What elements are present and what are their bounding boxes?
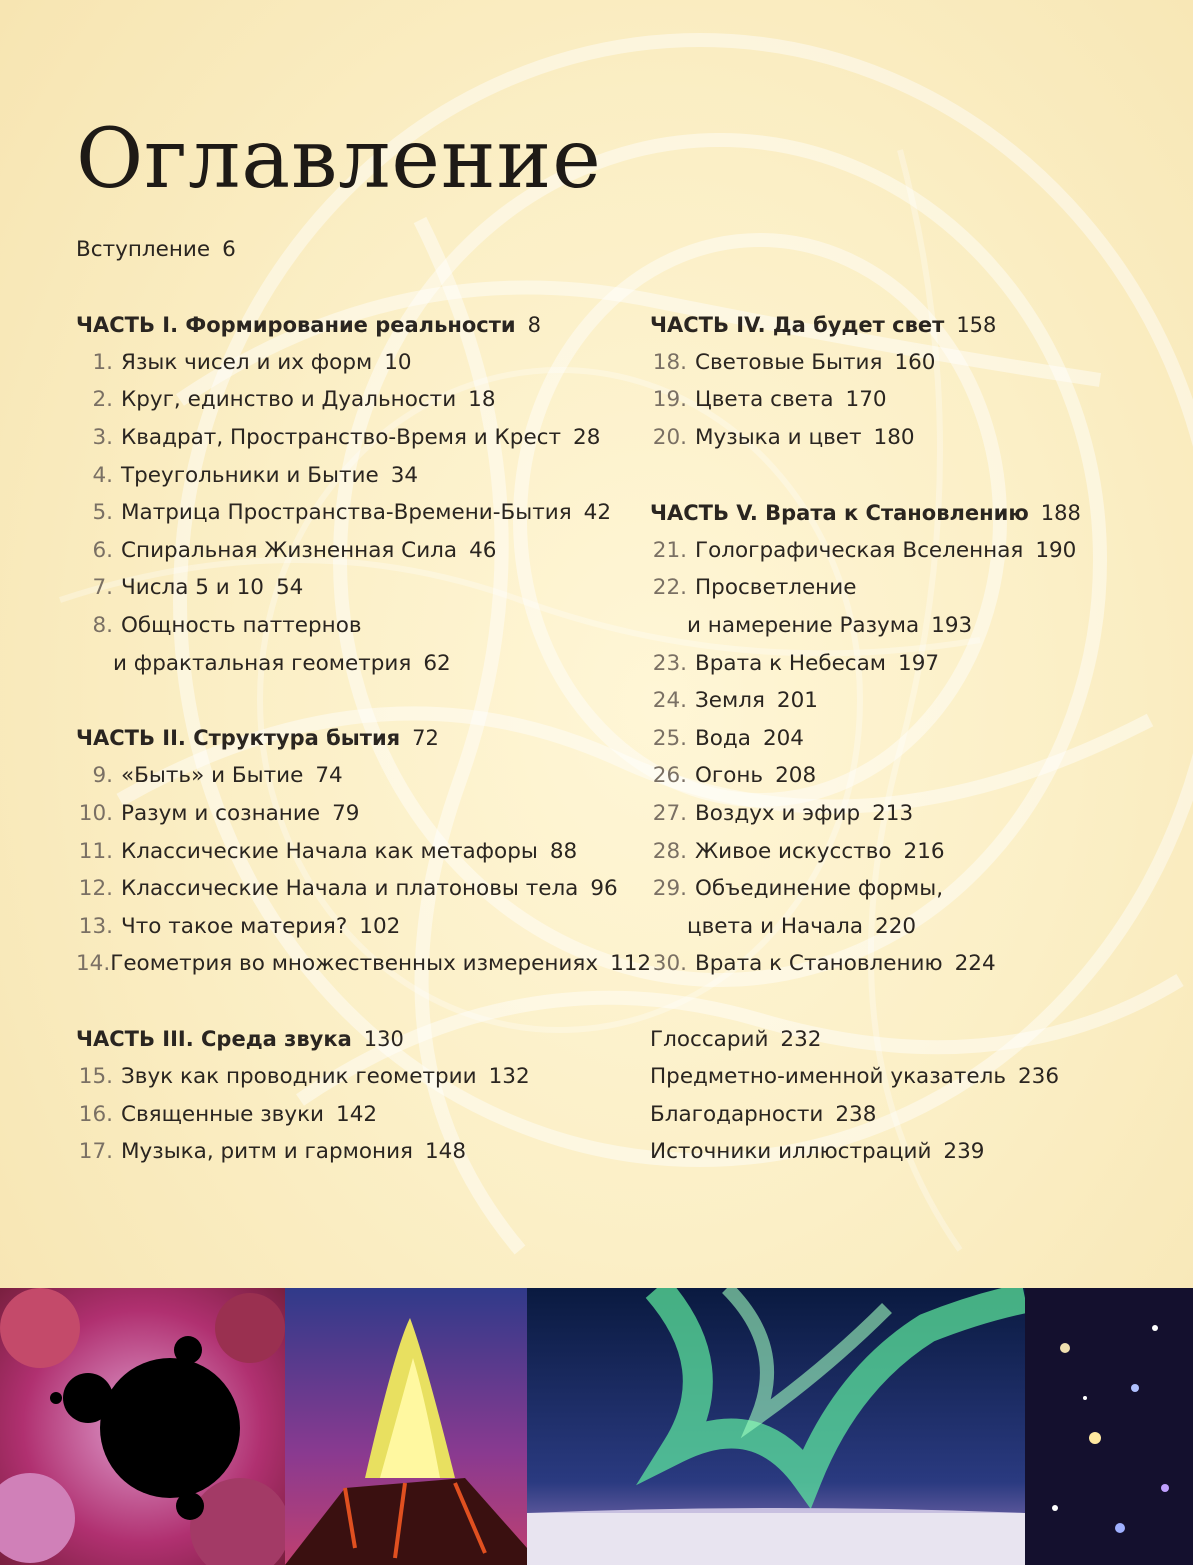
- toc-entry[interactable]: [650, 870, 1170, 908]
- toc-entry[interactable]: [650, 795, 1170, 833]
- entry-title: Цвета света: [695, 387, 834, 413]
- entry-title: Объединение формы,: [695, 876, 944, 902]
- entry-title: Голографическая Вселенная: [695, 537, 1024, 563]
- page-number: 132: [488, 1064, 530, 1090]
- back-matter-entry[interactable]: [650, 1058, 1170, 1096]
- page-number: 72: [412, 726, 439, 751]
- entry-title: Предметно-именной указатель: [650, 1064, 1006, 1090]
- entry-title: Язык чисел и их форм: [121, 349, 373, 375]
- entry-title: Просветление: [695, 575, 857, 601]
- toc-entry[interactable]: [650, 720, 1170, 758]
- page-number: 213: [872, 801, 914, 827]
- page-number: 239: [943, 1139, 985, 1165]
- toc-entry[interactable]: [650, 682, 1170, 720]
- back-matter-entry[interactable]: [650, 1020, 1170, 1058]
- chapter-number: 12.: [78, 876, 113, 902]
- page-number: 158: [956, 312, 997, 337]
- back-matter-entry[interactable]: [650, 1095, 1170, 1133]
- aurora-borealis-image: [527, 1288, 1025, 1565]
- toc-entry-continuation[interactable]: [650, 607, 1170, 645]
- section-gap: [76, 983, 636, 1021]
- entry-title: ЧАСТЬ I. Формирование реальности: [76, 312, 516, 337]
- chapter-number: 25.: [652, 725, 687, 751]
- entry-title: Квадрат, Пространство-Время и Крест: [121, 425, 562, 451]
- page-number: 102: [359, 913, 401, 939]
- entry-title: ЧАСТЬ II. Структура бытия: [76, 726, 401, 751]
- page-number: 188: [1040, 500, 1081, 525]
- page-number: 54: [275, 575, 304, 601]
- entry-title: Световые Бытия: [695, 349, 883, 375]
- page-number: 220: [875, 913, 917, 939]
- toc-entry[interactable]: [650, 381, 1170, 419]
- part-heading[interactable]: [76, 306, 636, 344]
- chapter-number: 20.: [652, 425, 687, 451]
- entry-title: и фрактальная геометрия: [113, 650, 412, 676]
- toc-entry[interactable]: [650, 532, 1170, 570]
- chapter-number: 28.: [652, 838, 687, 864]
- page-number: 42: [583, 500, 612, 526]
- page-number: 232: [780, 1026, 822, 1052]
- toc-left-column: [76, 306, 652, 1171]
- back-matter-entry[interactable]: [650, 1133, 1170, 1171]
- toc-entry[interactable]: [650, 569, 1170, 607]
- page-number: 201: [776, 688, 818, 714]
- entry-title: Числа 5 и 10: [121, 575, 264, 601]
- section-gap: [650, 983, 1170, 1021]
- toc-entry[interactable]: [76, 569, 636, 607]
- chapter-number: 5.: [92, 500, 113, 526]
- chapter-number: 13.: [78, 913, 113, 939]
- chapter-number: 3.: [92, 425, 113, 451]
- toc-entry[interactable]: [650, 344, 1170, 382]
- toc-entry[interactable]: [76, 1095, 636, 1133]
- entry-title: Геометрия во множественных измерениях: [110, 951, 599, 977]
- page-number: 34: [390, 462, 419, 488]
- entry-title: Земля: [695, 688, 765, 714]
- entry-title: Классические Начала как метафоры: [121, 838, 538, 864]
- chapter-number: 17.: [78, 1139, 113, 1165]
- chapter-number: 29.: [652, 876, 687, 902]
- chapter-number: 11.: [78, 838, 113, 864]
- entry-title: и намерение Разума: [687, 613, 920, 639]
- chapter-number: 1.: [92, 349, 113, 375]
- page-number: 10: [384, 349, 412, 375]
- page-number: 170: [845, 387, 887, 413]
- entry-title: ЧАСТЬ IV. Да будет свет: [650, 312, 945, 337]
- entry-title: «Быть» и Бытие: [121, 763, 304, 789]
- entry-title: Вода: [695, 725, 751, 751]
- entry-title: Глоссарий: [650, 1026, 769, 1052]
- entry-title: Круг, единство и Дуальности: [121, 387, 457, 413]
- chapter-number: 21.: [652, 537, 687, 563]
- entry-title: Священные звуки: [121, 1101, 325, 1127]
- page-number: 130: [363, 1027, 404, 1052]
- entry-title: Музыка и цвет: [695, 425, 862, 451]
- entry-title: Общность паттернов: [121, 613, 362, 639]
- entry-title: Благодарности: [650, 1101, 824, 1127]
- toc-entry[interactable]: [76, 381, 636, 419]
- part-heading[interactable]: [76, 720, 636, 758]
- toc-entry[interactable]: [650, 832, 1170, 870]
- toc-entry[interactable]: [76, 832, 636, 870]
- entry-title: Музыка, ритм и гармония: [121, 1139, 413, 1165]
- chapter-number: 27.: [652, 801, 687, 827]
- part-heading[interactable]: [650, 306, 1170, 344]
- page-number: 190: [1035, 537, 1077, 563]
- page-number: 79: [332, 801, 360, 827]
- chapter-number: 2.: [92, 387, 113, 413]
- toc-entry[interactable]: [76, 757, 636, 795]
- entry-title: Матрица Пространства-Времени-Бытия: [121, 500, 572, 526]
- toc-entry[interactable]: [76, 870, 636, 908]
- intro-label: Вступление: [76, 237, 211, 263]
- chapter-number: 26.: [652, 763, 687, 789]
- toc-entry[interactable]: [650, 419, 1170, 457]
- chapter-number: 6.: [92, 537, 113, 563]
- toc-entry-continuation[interactable]: [650, 908, 1170, 946]
- entry-title: Треугольники и Бытие: [121, 462, 379, 488]
- chapter-number: 16.: [78, 1101, 113, 1127]
- chapter-number: 22.: [652, 575, 687, 601]
- image-strip: [0, 1288, 1193, 1565]
- toc-entry[interactable]: [76, 908, 636, 946]
- page-number: 216: [903, 838, 945, 864]
- page-number: 148: [424, 1139, 467, 1165]
- chapter-number: 14.: [76, 951, 111, 977]
- page-number: 96: [590, 876, 618, 902]
- page-number: 62: [423, 650, 451, 676]
- entry-title: Воздух и эфир: [695, 801, 861, 827]
- page-number: 74: [315, 763, 343, 789]
- page-number: 238: [835, 1101, 877, 1127]
- deep-space-galaxies-image: [1025, 1288, 1193, 1565]
- chapter-number: 7.: [92, 575, 113, 601]
- entry-title: Разум и сознание: [121, 801, 321, 827]
- toc-entry[interactable]: [76, 494, 636, 532]
- page-number: 208: [775, 763, 817, 789]
- page-number: 197: [898, 650, 940, 676]
- page-number: 142: [336, 1101, 378, 1127]
- volcano-eruption-image: [285, 1288, 527, 1565]
- toc-entry[interactable]: [76, 1133, 636, 1171]
- page-number: 112: [610, 951, 652, 977]
- page-number: 180: [873, 425, 915, 451]
- toc-entry[interactable]: [76, 1058, 636, 1096]
- page-number: 18: [468, 387, 496, 413]
- page-number: 28: [573, 425, 601, 451]
- entry-title: Что такое материя?: [121, 913, 348, 939]
- page-title: Оглавление: [76, 112, 602, 207]
- page-number: 193: [931, 613, 973, 639]
- chapter-number: 24.: [652, 688, 687, 714]
- entry-title: Источники иллюстраций: [650, 1139, 932, 1165]
- entry-title: Звук как проводник геометрии: [121, 1064, 477, 1090]
- page-number: 224: [954, 951, 996, 977]
- chapter-number: 9.: [92, 763, 113, 789]
- toc-entry[interactable]: [76, 532, 636, 570]
- chapter-number: 8.: [92, 613, 113, 639]
- toc-entry[interactable]: [76, 607, 636, 645]
- chapter-number: 4.: [92, 462, 113, 488]
- mandelbrot-fractal-image: [0, 1288, 285, 1565]
- intro-entry[interactable]: [76, 231, 236, 269]
- toc-right-column: [650, 306, 1170, 1171]
- toc-entry[interactable]: [650, 644, 1170, 682]
- entry-title: Классические Начала и платоновы тела: [121, 876, 579, 902]
- entry-title: Живое искусство: [695, 838, 892, 864]
- page-number: 160: [894, 349, 936, 375]
- page-number: 204: [762, 725, 804, 751]
- entry-title: цвета и Начала: [687, 913, 864, 939]
- section-gap: [650, 456, 1170, 494]
- page-number: 236: [1018, 1064, 1060, 1090]
- chapter-number: 23.: [652, 650, 687, 676]
- entry-title: Врата к Небесам: [695, 650, 887, 676]
- entry-title: ЧАСТЬ III. Среда звука: [76, 1027, 352, 1052]
- toc-entry-continuation[interactable]: [76, 644, 636, 682]
- entry-title: Спиральная Жизненная Сила: [121, 537, 458, 563]
- entry-title: Врата к Становлению: [695, 951, 943, 977]
- toc-entry[interactable]: [650, 945, 1170, 983]
- toc-entry[interactable]: [76, 456, 636, 494]
- chapter-number: 10.: [78, 801, 113, 827]
- toc-entry[interactable]: [76, 344, 636, 382]
- toc-entry[interactable]: [76, 795, 636, 833]
- section-gap: [76, 682, 636, 720]
- chapter-number: 30.: [652, 951, 687, 977]
- chapter-number: 15.: [78, 1064, 113, 1090]
- page-number: 46: [469, 537, 497, 563]
- entry-title: ЧАСТЬ V. Врата к Становлению: [650, 500, 1029, 525]
- part-heading[interactable]: [76, 1020, 636, 1058]
- toc-entry[interactable]: [76, 945, 652, 983]
- part-heading[interactable]: [650, 494, 1170, 532]
- chapter-number: 18.: [652, 349, 687, 375]
- chapter-number: 19.: [652, 387, 687, 413]
- intro-page: 6: [222, 237, 236, 263]
- page-number: 8: [527, 312, 541, 337]
- page-number: 88: [549, 838, 578, 864]
- toc-entry[interactable]: [76, 419, 636, 457]
- entry-title: Огонь: [695, 763, 764, 789]
- toc-entry[interactable]: [650, 757, 1170, 795]
